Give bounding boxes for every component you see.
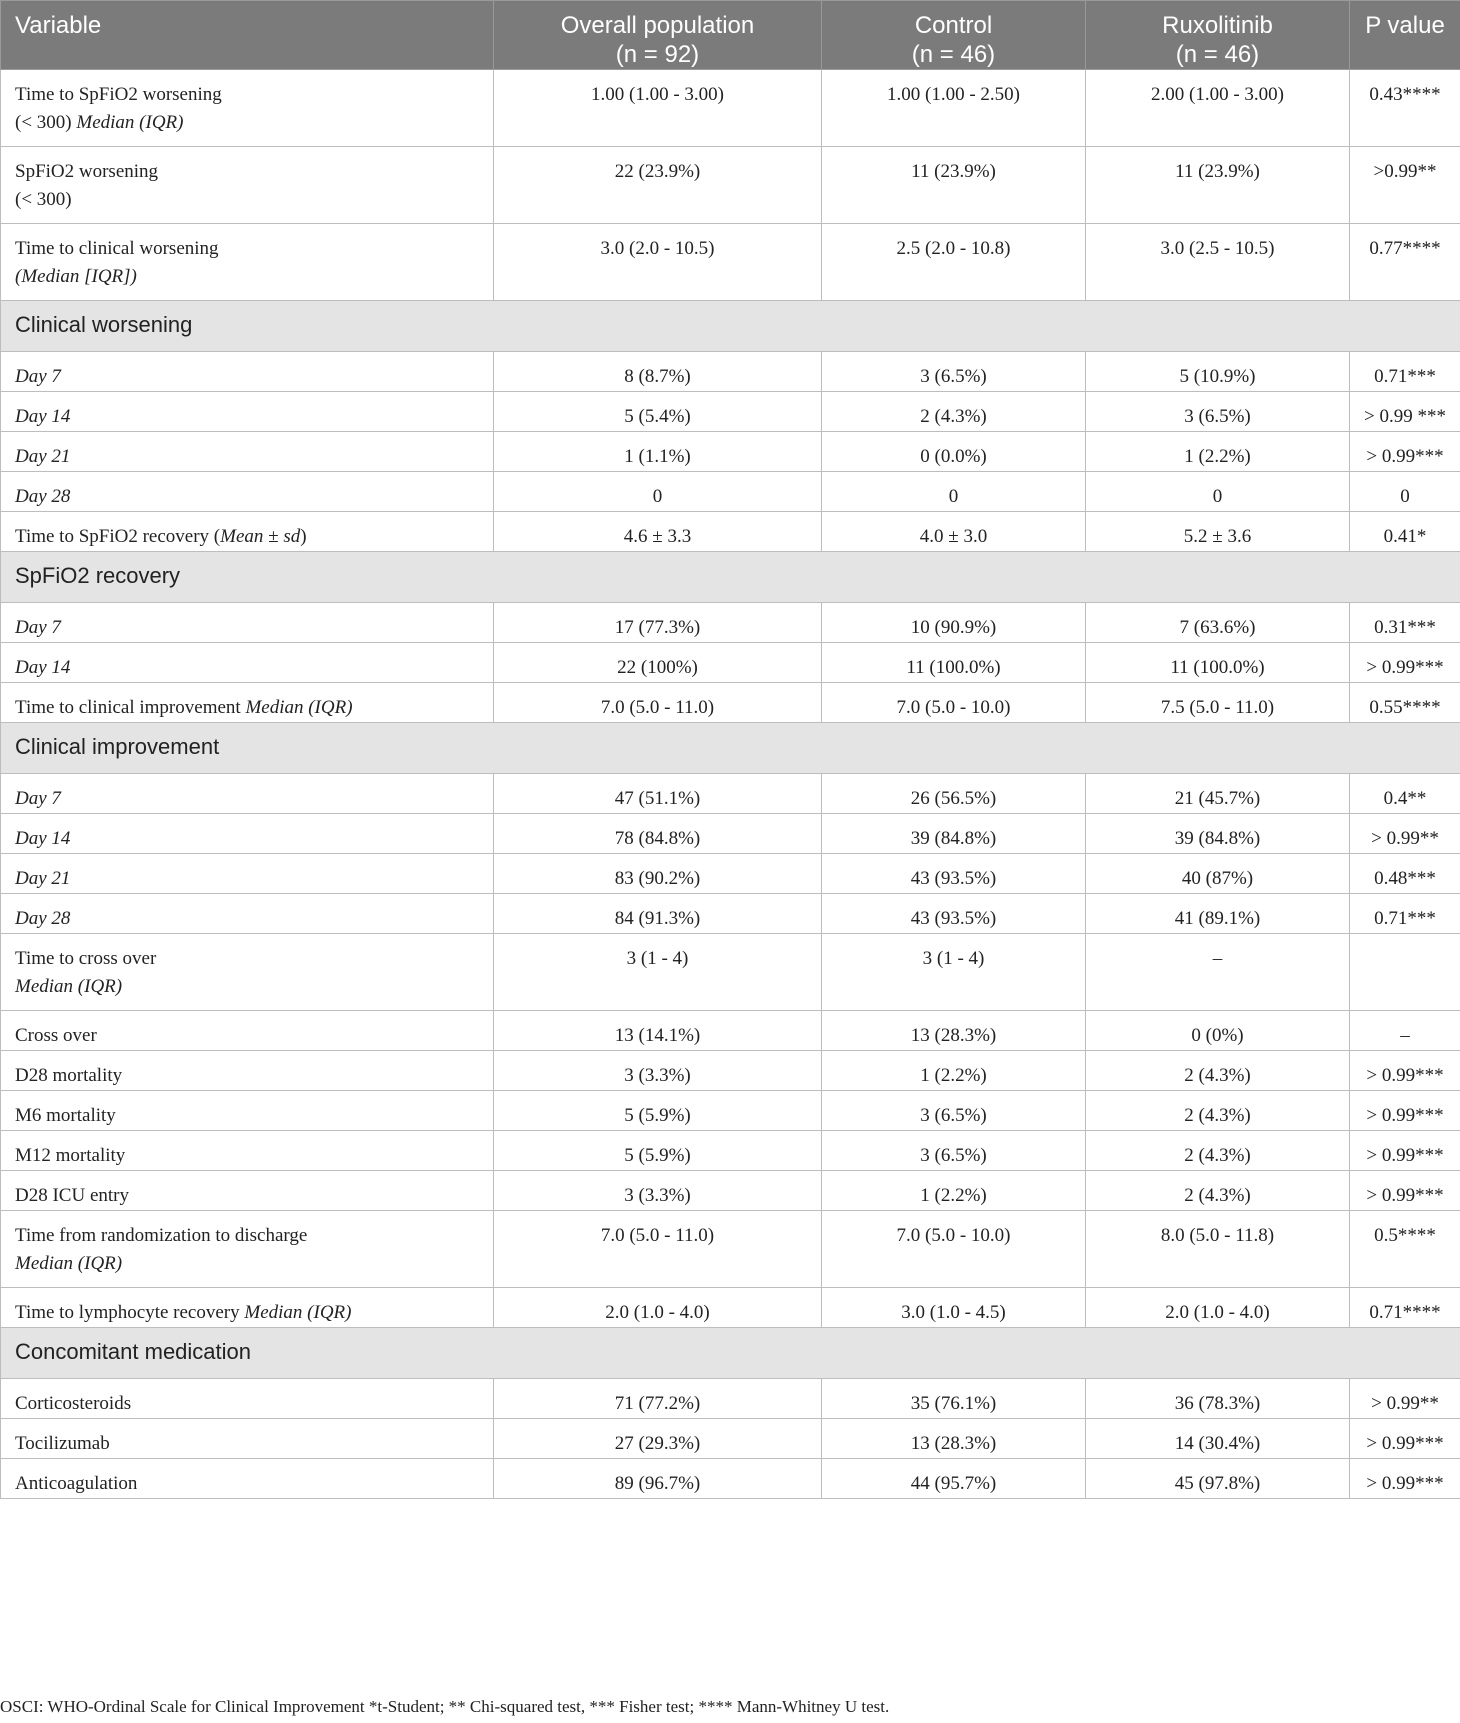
table-row <box>1 1171 1460 1211</box>
table-row <box>1 472 1460 512</box>
cell-control: 0 (0.0%) <box>822 432 1086 472</box>
cell-overall-population: 5 (5.4%) <box>494 392 822 432</box>
cell-overall-population: 2.0 (1.0 - 4.0) <box>494 1288 822 1328</box>
table-row <box>1 1091 1460 1131</box>
cell-ruxolitinib: 11 (23.9%) <box>1086 147 1350 224</box>
cell-overall-population: 1.00 (1.00 - 3.00) <box>494 70 822 147</box>
cell-overall-population: 5 (5.9%) <box>494 1131 822 1171</box>
cell-overall-population: 5 (5.9%) <box>494 1091 822 1131</box>
row-label-text: Tocilizumab <box>15 1433 110 1454</box>
cell-overall-population: 7.0 (5.0 - 11.0) <box>494 683 822 723</box>
cell-control: 0 <box>822 472 1086 512</box>
cell-ruxolitinib: 2.0 (1.0 - 4.0) <box>1086 1288 1350 1328</box>
cell-p-value: 0.4** <box>1350 774 1460 814</box>
cell-control: 3 (6.5%) <box>822 1131 1086 1171</box>
table-row <box>1 1051 1460 1091</box>
cell-control: 35 (76.1%) <box>822 1379 1086 1419</box>
row-label <box>1 1288 494 1328</box>
row-label-text: (Median [IQR]) <box>15 266 137 287</box>
row-label-text: Time to clinical improvement <box>15 697 246 718</box>
cell-control: 43 (93.5%) <box>822 894 1086 934</box>
row-label <box>1 472 494 512</box>
table-row <box>1 392 1460 432</box>
row-label-text: Median (IQR) <box>15 1253 123 1274</box>
cell-p-value: 0 <box>1350 472 1460 512</box>
row-label-text: Mean ± sd <box>220 526 301 547</box>
row-label <box>1 224 494 301</box>
table-row <box>1 1211 1460 1288</box>
row-label <box>1 603 494 643</box>
table-row <box>1 774 1460 814</box>
table-row <box>1 643 1460 683</box>
row-label-text: D28 ICU entry <box>15 1185 129 1206</box>
row-label-text: Time from randomization to discharge <box>15 1225 308 1246</box>
row-label-text: Time to lymphocyte recovery <box>15 1302 245 1323</box>
cell-p-value: 0.41* <box>1350 512 1460 552</box>
row-label <box>1 643 494 683</box>
row-label <box>1 1171 494 1211</box>
cell-p-value: > 0.99 *** <box>1350 392 1460 432</box>
cell-ruxolitinib: – <box>1086 934 1350 1011</box>
cell-overall-population: 17 (77.3%) <box>494 603 822 643</box>
cell-overall-population: 13 (14.1%) <box>494 1011 822 1051</box>
cell-control: 10 (90.9%) <box>822 603 1086 643</box>
row-label-text: Day 7 <box>15 366 61 387</box>
header-line-1: Ruxolitinib <box>1162 12 1273 39</box>
row-label <box>1 70 494 147</box>
row-label <box>1 147 494 224</box>
cell-ruxolitinib: 5 (10.9%) <box>1086 352 1350 392</box>
section-header-row <box>1 723 1460 774</box>
cell-control: 4.0 ± 3.0 <box>822 512 1086 552</box>
cell-ruxolitinib: 36 (78.3%) <box>1086 1379 1350 1419</box>
table-row <box>1 224 1460 301</box>
cell-p-value: 0.71**** <box>1350 1288 1460 1328</box>
row-label <box>1 854 494 894</box>
cell-p-value: > 0.99*** <box>1350 1419 1460 1459</box>
cell-control: 11 (100.0%) <box>822 643 1086 683</box>
row-label-text: Day 7 <box>15 788 61 809</box>
row-label <box>1 934 494 1011</box>
cell-control: 3.0 (1.0 - 4.5) <box>822 1288 1086 1328</box>
cell-control: 1.00 (1.00 - 2.50) <box>822 70 1086 147</box>
cell-p-value <box>1350 934 1460 1011</box>
cell-control: 3 (6.5%) <box>822 352 1086 392</box>
row-label <box>1 814 494 854</box>
cell-control: 11 (23.9%) <box>822 147 1086 224</box>
cell-p-value: > 0.99*** <box>1350 1459 1460 1499</box>
row-label-text: ) <box>300 526 307 547</box>
row-label <box>1 1091 494 1131</box>
cell-overall-population: 3 (3.3%) <box>494 1051 822 1091</box>
cell-ruxolitinib: 40 (87%) <box>1086 854 1350 894</box>
cell-ruxolitinib: 0 <box>1086 472 1350 512</box>
cell-control: 7.0 (5.0 - 10.0) <box>822 683 1086 723</box>
table-row <box>1 894 1460 934</box>
cell-control: 3 (1 - 4) <box>822 934 1086 1011</box>
header-p-value <box>1350 1 1460 70</box>
cell-control: 44 (95.7%) <box>822 1459 1086 1499</box>
cell-overall-population: 22 (23.9%) <box>494 147 822 224</box>
cell-p-value: > 0.99*** <box>1350 432 1460 472</box>
cell-overall-population: 89 (96.7%) <box>494 1459 822 1499</box>
row-label <box>1 774 494 814</box>
row-label-text: Day 14 <box>15 828 71 849</box>
cell-overall-population: 3.0 (2.0 - 10.5) <box>494 224 822 301</box>
cell-overall-population: 3 (3.3%) <box>494 1171 822 1211</box>
table-row <box>1 512 1460 552</box>
cell-overall-population: 4.6 ± 3.3 <box>494 512 822 552</box>
table-row <box>1 1011 1460 1051</box>
cell-overall-population: 47 (51.1%) <box>494 774 822 814</box>
cell-control: 3 (6.5%) <box>822 1091 1086 1131</box>
cell-p-value: 0.48*** <box>1350 854 1460 894</box>
cell-ruxolitinib: 2 (4.3%) <box>1086 1171 1350 1211</box>
section-header-label: SpFiO2 recovery <box>1 552 1460 603</box>
cell-control: 13 (28.3%) <box>822 1011 1086 1051</box>
cell-ruxolitinib: 7 (63.6%) <box>1086 603 1350 643</box>
cell-p-value: 0.77**** <box>1350 224 1460 301</box>
header-line-2: (n = 92) <box>615 41 700 68</box>
section-header-label: Clinical improvement <box>1 723 1460 774</box>
section-header-row <box>1 1328 1460 1379</box>
table-row <box>1 683 1460 723</box>
row-label <box>1 1211 494 1288</box>
cell-ruxolitinib: 2 (4.3%) <box>1086 1131 1350 1171</box>
cell-overall-population: 83 (90.2%) <box>494 854 822 894</box>
row-label <box>1 1379 494 1419</box>
row-label-text: Time to cross over <box>15 948 157 969</box>
cell-p-value: > 0.99*** <box>1350 1091 1460 1131</box>
section-header-label: Clinical worsening <box>1 301 1460 352</box>
table-row <box>1 432 1460 472</box>
row-label-text: Corticosteroids <box>15 1393 132 1414</box>
cell-p-value: > 0.99** <box>1350 814 1460 854</box>
cell-overall-population: 3 (1 - 4) <box>494 934 822 1011</box>
header-line-1: Overall population <box>560 12 755 39</box>
cell-p-value: > 0.99*** <box>1350 1131 1460 1171</box>
header-line-1: Control <box>914 12 993 39</box>
cell-ruxolitinib: 1 (2.2%) <box>1086 432 1350 472</box>
row-label-text: Day 14 <box>15 406 71 427</box>
row-label-text: Time to clinical worsening <box>15 238 219 259</box>
header-row <box>1 1 1460 70</box>
cell-overall-population: 7.0 (5.0 - 11.0) <box>494 1211 822 1288</box>
table-row <box>1 70 1460 147</box>
cell-ruxolitinib: 21 (45.7%) <box>1086 774 1350 814</box>
row-label-text: (< 300) <box>15 189 72 210</box>
header-line-1: Variable <box>15 12 102 39</box>
cell-p-value: > 0.99** <box>1350 1379 1460 1419</box>
cell-control: 1 (2.2%) <box>822 1051 1086 1091</box>
header-ruxolitinib <box>1086 1 1350 70</box>
row-label <box>1 352 494 392</box>
table-row <box>1 854 1460 894</box>
table-footnote: OSCI: WHO-Ordinal Scale for Clinical Improvement *t-Student; ** Chi-squared test, *** Fisher test; **** Mann-Whitney U test. <box>0 1697 890 1716</box>
cell-ruxolitinib: 0 (0%) <box>1086 1011 1350 1051</box>
cell-p-value: 0.5**** <box>1350 1211 1460 1288</box>
cell-control: 26 (56.5%) <box>822 774 1086 814</box>
table-row <box>1 352 1460 392</box>
table-row <box>1 934 1460 1011</box>
cell-p-value: > 0.99*** <box>1350 1051 1460 1091</box>
cell-overall-population: 22 (100%) <box>494 643 822 683</box>
cell-p-value: 0.43**** <box>1350 70 1460 147</box>
cell-ruxolitinib: 2 (4.3%) <box>1086 1091 1350 1131</box>
cell-ruxolitinib: 39 (84.8%) <box>1086 814 1350 854</box>
header-line-2: (n = 46) <box>911 41 996 68</box>
row-label <box>1 392 494 432</box>
cell-ruxolitinib: 11 (100.0%) <box>1086 643 1350 683</box>
cell-p-value: 0.71*** <box>1350 894 1460 934</box>
table-row <box>1 1459 1460 1499</box>
header-line-1: P value <box>1365 12 1445 39</box>
cell-overall-population: 1 (1.1%) <box>494 432 822 472</box>
row-label-text: D28 mortality <box>15 1065 123 1086</box>
table-row <box>1 1288 1460 1328</box>
row-label-text: Median (IQR) <box>15 976 123 997</box>
cell-ruxolitinib: 41 (89.1%) <box>1086 894 1350 934</box>
row-label-text: (< 300) <box>15 112 77 133</box>
cell-ruxolitinib: 2 (4.3%) <box>1086 1051 1350 1091</box>
table-body <box>1 70 1460 1499</box>
row-label-text: Day 21 <box>15 446 71 467</box>
row-label <box>1 1419 494 1459</box>
cell-overall-population: 27 (29.3%) <box>494 1419 822 1459</box>
cell-overall-population: 84 (91.3%) <box>494 894 822 934</box>
cell-control: 2 (4.3%) <box>822 392 1086 432</box>
table-row <box>1 603 1460 643</box>
row-label-text: Median (IQR) <box>76 112 184 133</box>
cell-p-value: – <box>1350 1011 1460 1051</box>
cell-p-value: > 0.99*** <box>1350 643 1460 683</box>
cell-p-value: 0.31*** <box>1350 603 1460 643</box>
cell-ruxolitinib: 3.0 (2.5 - 10.5) <box>1086 224 1350 301</box>
cell-ruxolitinib: 45 (97.8%) <box>1086 1459 1350 1499</box>
table-row <box>1 147 1460 224</box>
section-header-row <box>1 552 1460 603</box>
row-label <box>1 894 494 934</box>
cell-control: 13 (28.3%) <box>822 1419 1086 1459</box>
row-label-text: Day 21 <box>15 868 71 889</box>
cell-p-value: 0.71*** <box>1350 352 1460 392</box>
section-header-row <box>1 301 1460 352</box>
cell-control: 39 (84.8%) <box>822 814 1086 854</box>
cell-p-value: > 0.99*** <box>1350 1171 1460 1211</box>
row-label-text: Median (IQR) <box>245 697 353 718</box>
row-label-text: Day 28 <box>15 908 71 929</box>
row-label-text: Day 7 <box>15 617 61 638</box>
row-label <box>1 1459 494 1499</box>
table-row <box>1 1419 1460 1459</box>
row-label <box>1 683 494 723</box>
header-variable <box>1 1 494 70</box>
cell-overall-population: 8 (8.7%) <box>494 352 822 392</box>
header-line-2: (n = 46) <box>1175 41 1260 68</box>
row-label <box>1 1051 494 1091</box>
row-label-text: SpFiO2 worsening <box>15 161 159 182</box>
cell-control: 1 (2.2%) <box>822 1171 1086 1211</box>
cell-p-value: 0.55**** <box>1350 683 1460 723</box>
row-label-text: M12 mortality <box>15 1145 126 1166</box>
header-control <box>822 1 1086 70</box>
cell-control: 7.0 (5.0 - 10.0) <box>822 1211 1086 1288</box>
table-row <box>1 814 1460 854</box>
cell-ruxolitinib: 7.5 (5.0 - 11.0) <box>1086 683 1350 723</box>
row-label <box>1 1131 494 1171</box>
cell-p-value: >0.99** <box>1350 147 1460 224</box>
row-label-text: Day 14 <box>15 657 71 678</box>
row-label <box>1 1011 494 1051</box>
row-label-text: Anticoagulation <box>15 1473 138 1494</box>
row-label-text: Cross over <box>15 1025 97 1046</box>
cell-ruxolitinib: 2.00 (1.00 - 3.00) <box>1086 70 1350 147</box>
cell-overall-population: 71 (77.2%) <box>494 1379 822 1419</box>
header-overall-population <box>494 1 822 70</box>
cell-control: 2.5 (2.0 - 10.8) <box>822 224 1086 301</box>
cell-ruxolitinib: 14 (30.4%) <box>1086 1419 1350 1459</box>
row-label-text: M6 mortality <box>15 1105 116 1126</box>
row-label-text: Median (IQR) <box>244 1302 352 1323</box>
cell-ruxolitinib: 8.0 (5.0 - 11.8) <box>1086 1211 1350 1288</box>
cell-control: 43 (93.5%) <box>822 854 1086 894</box>
row-label-text: Day 28 <box>15 486 71 507</box>
cell-ruxolitinib: 3 (6.5%) <box>1086 392 1350 432</box>
cell-ruxolitinib: 5.2 ± 3.6 <box>1086 512 1350 552</box>
row-label <box>1 512 494 552</box>
row-label <box>1 432 494 472</box>
table-row <box>1 1379 1460 1419</box>
row-label-text: Time to SpFiO2 worsening <box>15 84 222 105</box>
section-header-label: Concomitant medication <box>1 1328 1460 1379</box>
cell-overall-population: 78 (84.8%) <box>494 814 822 854</box>
cell-overall-population: 0 <box>494 472 822 512</box>
row-label-text: Time to SpFiO2 recovery ( <box>15 526 221 547</box>
table-row <box>1 1131 1460 1171</box>
